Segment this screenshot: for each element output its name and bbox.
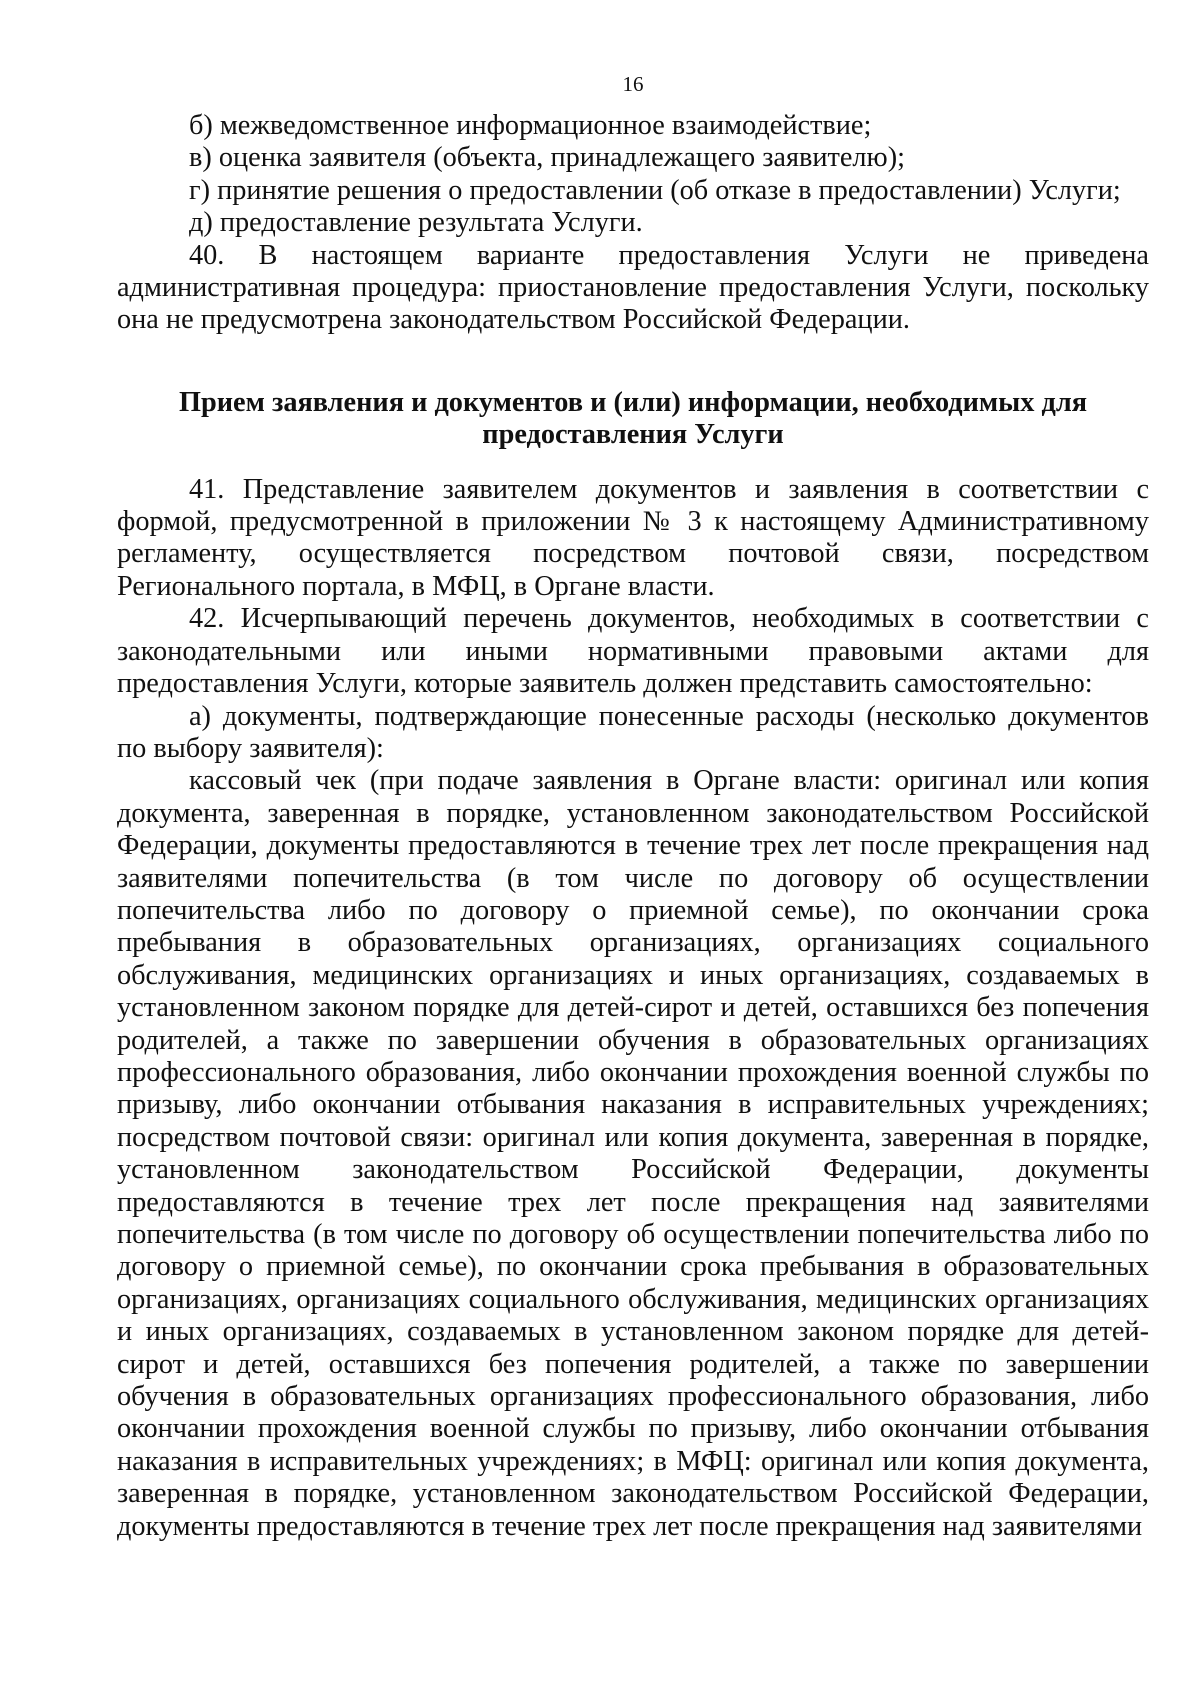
section-heading-line-1: Прием заявления и документов и (или) информации, необходимых для [178,386,1087,418]
paragraph-cash-receipt: кассовый чек (при подаче заявления в Органе власти: оригинал или копия документа, заверенная в порядке, установленном законодательством Российской Федерации, документы предоставляются в течение трех лет после прекращения над заявителями попечительства (в том числе по договору об осуществлении попечительства либо по договору о приемной семье), по окончании срока пребывания в образовательных организациях, организациях социального обслуживания, медицинских организациях и иных организациях, создаваемых в установленном законом порядке для детей-сирот и детей, оставшихся без попечения родителей, а также по завершении обучения в образовательных организациях профессионального образования, либо окончании прохождения военной службы по призыву, либо окончании отбывания наказания в исправительных учреждениях; посредством почтовой связи: оригинал или копия документа, заверенная в порядке, установленном законодательством Российской Федерации, документы предоставляются в течение трех лет после прекращения над заявителями попечительства (в том числе по договору об осуществлении попечительства либо по договору о приемной семье), по окончании срока пребывания в образовательных организациях, организациях социального обслуживания, медицинских организациях и иных организациях, создаваемых в установленном законом порядке для детей-сирот и детей, оставшихся без попечения родителей, а также по завершении обучения в образовательных организациях профессионального образования, либо окончании прохождения военной службы по призыву, либо окончании отбывания наказания в исправительных учреждениях; в МФЦ: оригинал или копия документа, заверенная в порядке, установленном законодательством Российской Федерации, документы предоставляются в течение трех лет после прекращения над заявителями [117,765,1149,1542]
list-item-d: д) предоставление результата Услуги. [189,207,643,239]
page-number: 16 [622,72,644,96]
list-item-v: в) оценка заявителя (объекта, принадлежащего заявителю); [189,142,905,174]
paragraph-40: 40. В настоящем варианте предоставления Услуги не приведена административная процедура: приостановление предоставления Услуги, поскольку она не предусмотрена законодательством Российской Федерации. [117,239,1149,336]
paragraph-42: 42. Исчерпывающий перечень документов, необходимых в соответствии с законодательными или иными нормативными правовыми актами для предоставления Услуги, которые заявитель должен представить самостоятельно: [117,603,1149,700]
list-item-g: г) принятие решения о предоставлении (об отказе в предоставлении) Услуги; [189,174,1121,206]
paragraph-41: 41. Представление заявителем документов и заявления в соответствии с формой, предусмотренной в приложении № 3 к настоящему Административному регламенту, осуществляется посредством почтовой связи, посредством Регионального портала, в МФЦ, в Органе власти. [117,473,1149,602]
list-item-a: а) документы, подтверждающие понесенные расходы (несколько документов по выбору заявителя): [117,700,1149,764]
document-page [117,62,1149,1543]
section-heading-line-2: предоставления Услуги [482,419,784,451]
list-item-b: б) межведомственное информационное взаимодействие; [189,110,872,141]
section-heading [157,387,1109,452]
